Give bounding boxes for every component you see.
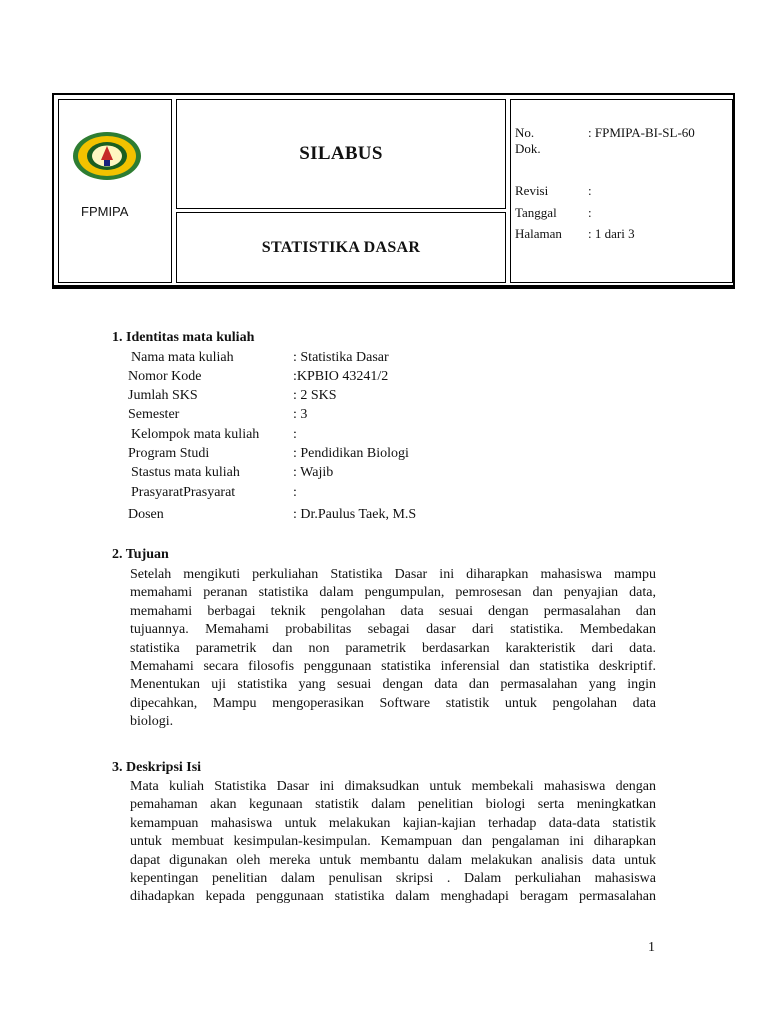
- identity-label: PrasyaratPrasyarat: [131, 485, 236, 500]
- paragraph-line: Memahami secara filosofis penggunaan statistika inferensial dan statistika deskriptif.: [130, 658, 656, 674]
- page-number: 1: [648, 940, 655, 955]
- identity-label: Jumlah SKS: [128, 388, 198, 403]
- paragraph-line: biologi.: [130, 714, 174, 730]
- paragraph-line: Mata kuliah Statistika Dasar ini dimaksudkan untuk membekali mahasiswa dengan: [130, 779, 656, 794]
- meta-label: No. Dok.: [515, 125, 541, 156]
- identity-value: : Wajib: [293, 465, 334, 480]
- identity-label: Dosen: [128, 507, 164, 522]
- section-heading-deskripsi: 3. Deskripsi Isi: [112, 760, 202, 775]
- deskripsi-paragraph: [130, 778, 656, 907]
- document-meta: [510, 99, 733, 283]
- title-cell: [176, 99, 506, 209]
- identity-value: :KPBIO 43241/2: [293, 369, 389, 384]
- identity-value: :: [293, 427, 297, 442]
- paragraph-line: dapat digunakan oleh mereka untuk membantu dalam melakukan analisis data untuk: [130, 852, 656, 868]
- identity-value: : 2 SKS: [293, 388, 337, 403]
- paragraph-line: memahami peranan statistika dalam pengumpulan, pemrosesan dan penyajian data,: [130, 585, 656, 601]
- section-heading-identitas: 1. Identitas mata kuliah: [112, 330, 255, 345]
- identity-label: Kelompok mata kuliah: [131, 427, 260, 442]
- identity-label: Program Studi: [128, 446, 210, 461]
- paragraph-line: statistika parametrik dan non parametrik berdasarkan karakteristik dari data.: [130, 640, 656, 656]
- paragraph-line: Setelah mengikuti perkuliahan Statistika Dasar ini diharapkan mahasiswa mampu: [130, 567, 656, 582]
- university-seal-icon: [71, 130, 143, 182]
- identity-value: : Dr.Paulus Taek, M.S: [293, 507, 417, 522]
- paragraph-line: dihadapkan kepada penggunaan statistika dalam menghadapi beragam permasalahan: [130, 889, 656, 905]
- section-heading-tujuan: 2. Tujuan: [112, 547, 169, 562]
- paragraph-line: untuk membuat kesimpulan-kesimpulan. Kemampuan dan pengalaman ini diharapkan: [130, 834, 656, 850]
- paragraph-line: kepentingan penelitian dalam penulisan skripsi . Dalam perkuliahan mahasiswa: [130, 870, 656, 886]
- paragraph-line: dipecahkan, Mampu mengoperasikan Software statistik untuk pengolahan data: [130, 695, 656, 711]
- meta-value: :: [588, 205, 592, 220]
- identity-label: Semester: [128, 407, 180, 422]
- institution-name: FPMIPA: [81, 204, 129, 219]
- identity-value: : Statistika Dasar: [293, 350, 389, 365]
- paragraph-line: kemampuan mahasiswa untuk melakukan kajian-kajian terhadap data-data statistik: [130, 815, 656, 831]
- meta-value: : 1 dari 3: [588, 226, 635, 241]
- paragraph-line: memahami berbagai teknik pengolahan data sesuai dengan permasalahan dan: [130, 603, 656, 619]
- paragraph-line: pemahaman akan kegunaan statistik dalam penelitian biologi serta meningkatkan: [130, 797, 656, 813]
- identity-value: : Pendidikan Biologi: [293, 446, 409, 461]
- identity-value: :: [293, 485, 297, 500]
- course-title: STATISTIKA DASAR: [261, 238, 421, 256]
- tujuan-paragraph: [130, 566, 656, 732]
- page-title: SILABUS: [299, 143, 383, 164]
- paragraph-line: Menentukan uji statistika yang sesuai dengan data dan permasalahan yang ingin: [130, 677, 656, 693]
- meta-label: Halaman: [515, 226, 562, 241]
- meta-label: Revisi: [515, 183, 549, 198]
- meta-value: : FPMIPA-BI-SL-60: [588, 125, 695, 140]
- meta-value: :: [588, 183, 592, 198]
- meta-label: Tanggal: [515, 205, 557, 220]
- document-header: [52, 93, 735, 289]
- identity-label: Stastus mata kuliah: [131, 465, 240, 480]
- paragraph-line: tujuannya. Memahami probabilitas sebagai dasar dari statistika. Membedakan: [130, 622, 656, 638]
- subject-cell: [176, 212, 506, 283]
- identity-value: : 3: [293, 407, 308, 422]
- identity-label: Nomor Kode: [128, 369, 202, 384]
- identity-label: Nama mata kuliah: [131, 350, 234, 365]
- logo-cell: [58, 99, 172, 283]
